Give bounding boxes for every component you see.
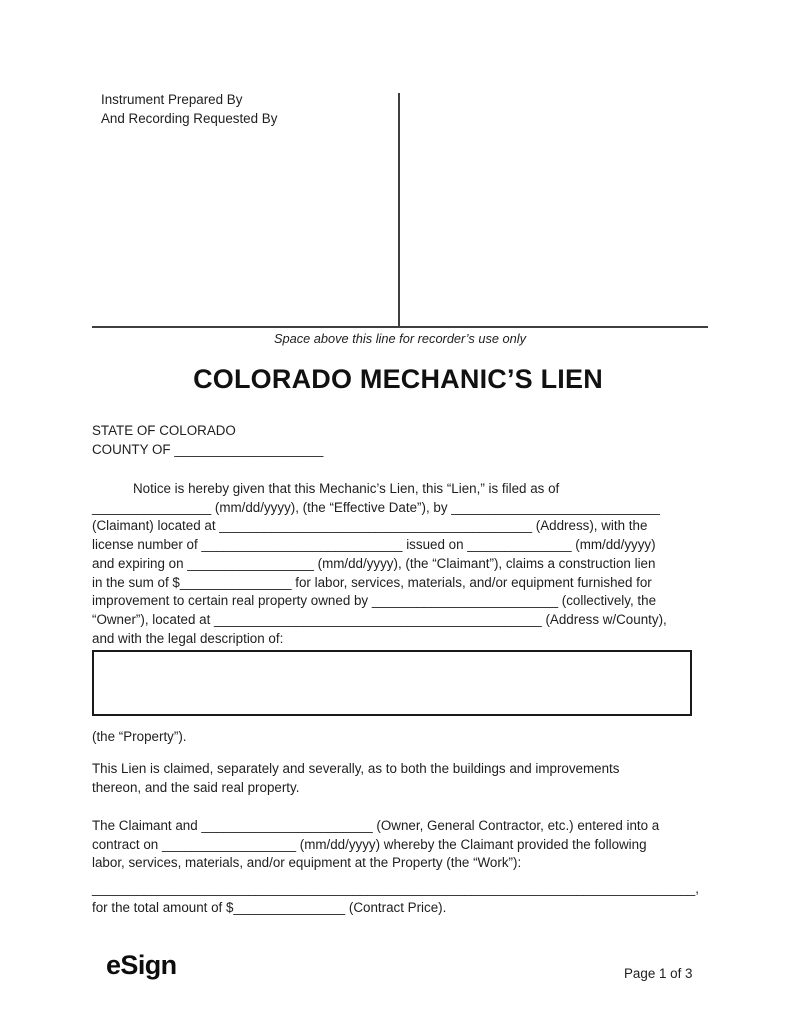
document-title: COLORADO MECHANIC’S LIEN [193, 364, 603, 394]
state-line: STATE OF COLORADO [92, 423, 236, 438]
form-line: The Claimant and _______________________ (Owner, General Contractor, etc.) entered into a [92, 818, 660, 833]
jurisdiction-block [92, 421, 323, 460]
form-line: for the total amount of $_______________ (Contract Price). [92, 899, 447, 915]
recorder-use-note: Space above this line for recorder’s use only [273, 331, 527, 346]
form-line: ________________ (mm/dd/yyyy), (the “Effective Date”), by ____________________________ [92, 499, 660, 515]
form-line: This Lien is claimed, separately and severally, as to both the buildings and improvements [92, 761, 620, 776]
lien-claim-paragraph [92, 760, 708, 797]
county-line: COUNTY OF ____________________ [92, 442, 324, 458]
form-line: Notice is hereby given that this Mechanic’s Lien, this “Lien,” is filed as of [133, 481, 560, 496]
page-number: Page 1 of 3 [624, 966, 693, 981]
form-line: license number of ___________________________ issued on ______________ (mm/dd/yyyy) [92, 537, 656, 553]
form-line: in the sum of $_______________ for labor, services, materials, and/or equipment furnished for [92, 574, 652, 590]
form-line: And Recording Requested By [101, 110, 278, 126]
legal-description-box [92, 650, 692, 716]
property-note: (the “Property”). [92, 729, 187, 744]
lien-intro-paragraph [92, 480, 708, 648]
recorder-divider-vertical [398, 93, 400, 326]
form-line: (Claimant) located at __________________________________________ (Address), with the [92, 518, 648, 534]
form-line: “Owner”), located at ____________________________________________ (Address w/County), [92, 611, 667, 627]
form-line: thereon, and the said real property. [92, 779, 300, 795]
recorder-divider-horizontal [92, 326, 708, 328]
esign-logo: eSign [106, 950, 177, 980]
contract-paragraph [92, 817, 708, 918]
prepared-by-block [101, 91, 277, 128]
form-line: _________________________________________________________________________________, [92, 881, 699, 897]
form-line: and with the legal description of: [92, 630, 284, 646]
form-line: improvement to certain real property owned by _________________________ (collectively, the [92, 593, 657, 609]
form-line: contract on __________________ (mm/dd/yyyy) whereby the Claimant provided the following [92, 836, 647, 852]
form-line: Instrument Prepared By [101, 92, 243, 107]
form-line: labor, services, materials, and/or equipment at the Property (the “Work”): [92, 855, 522, 871]
form-line: and expiring on _________________ (mm/dd/yyyy), (the “Claimant”), claims a construction lien [92, 555, 656, 571]
